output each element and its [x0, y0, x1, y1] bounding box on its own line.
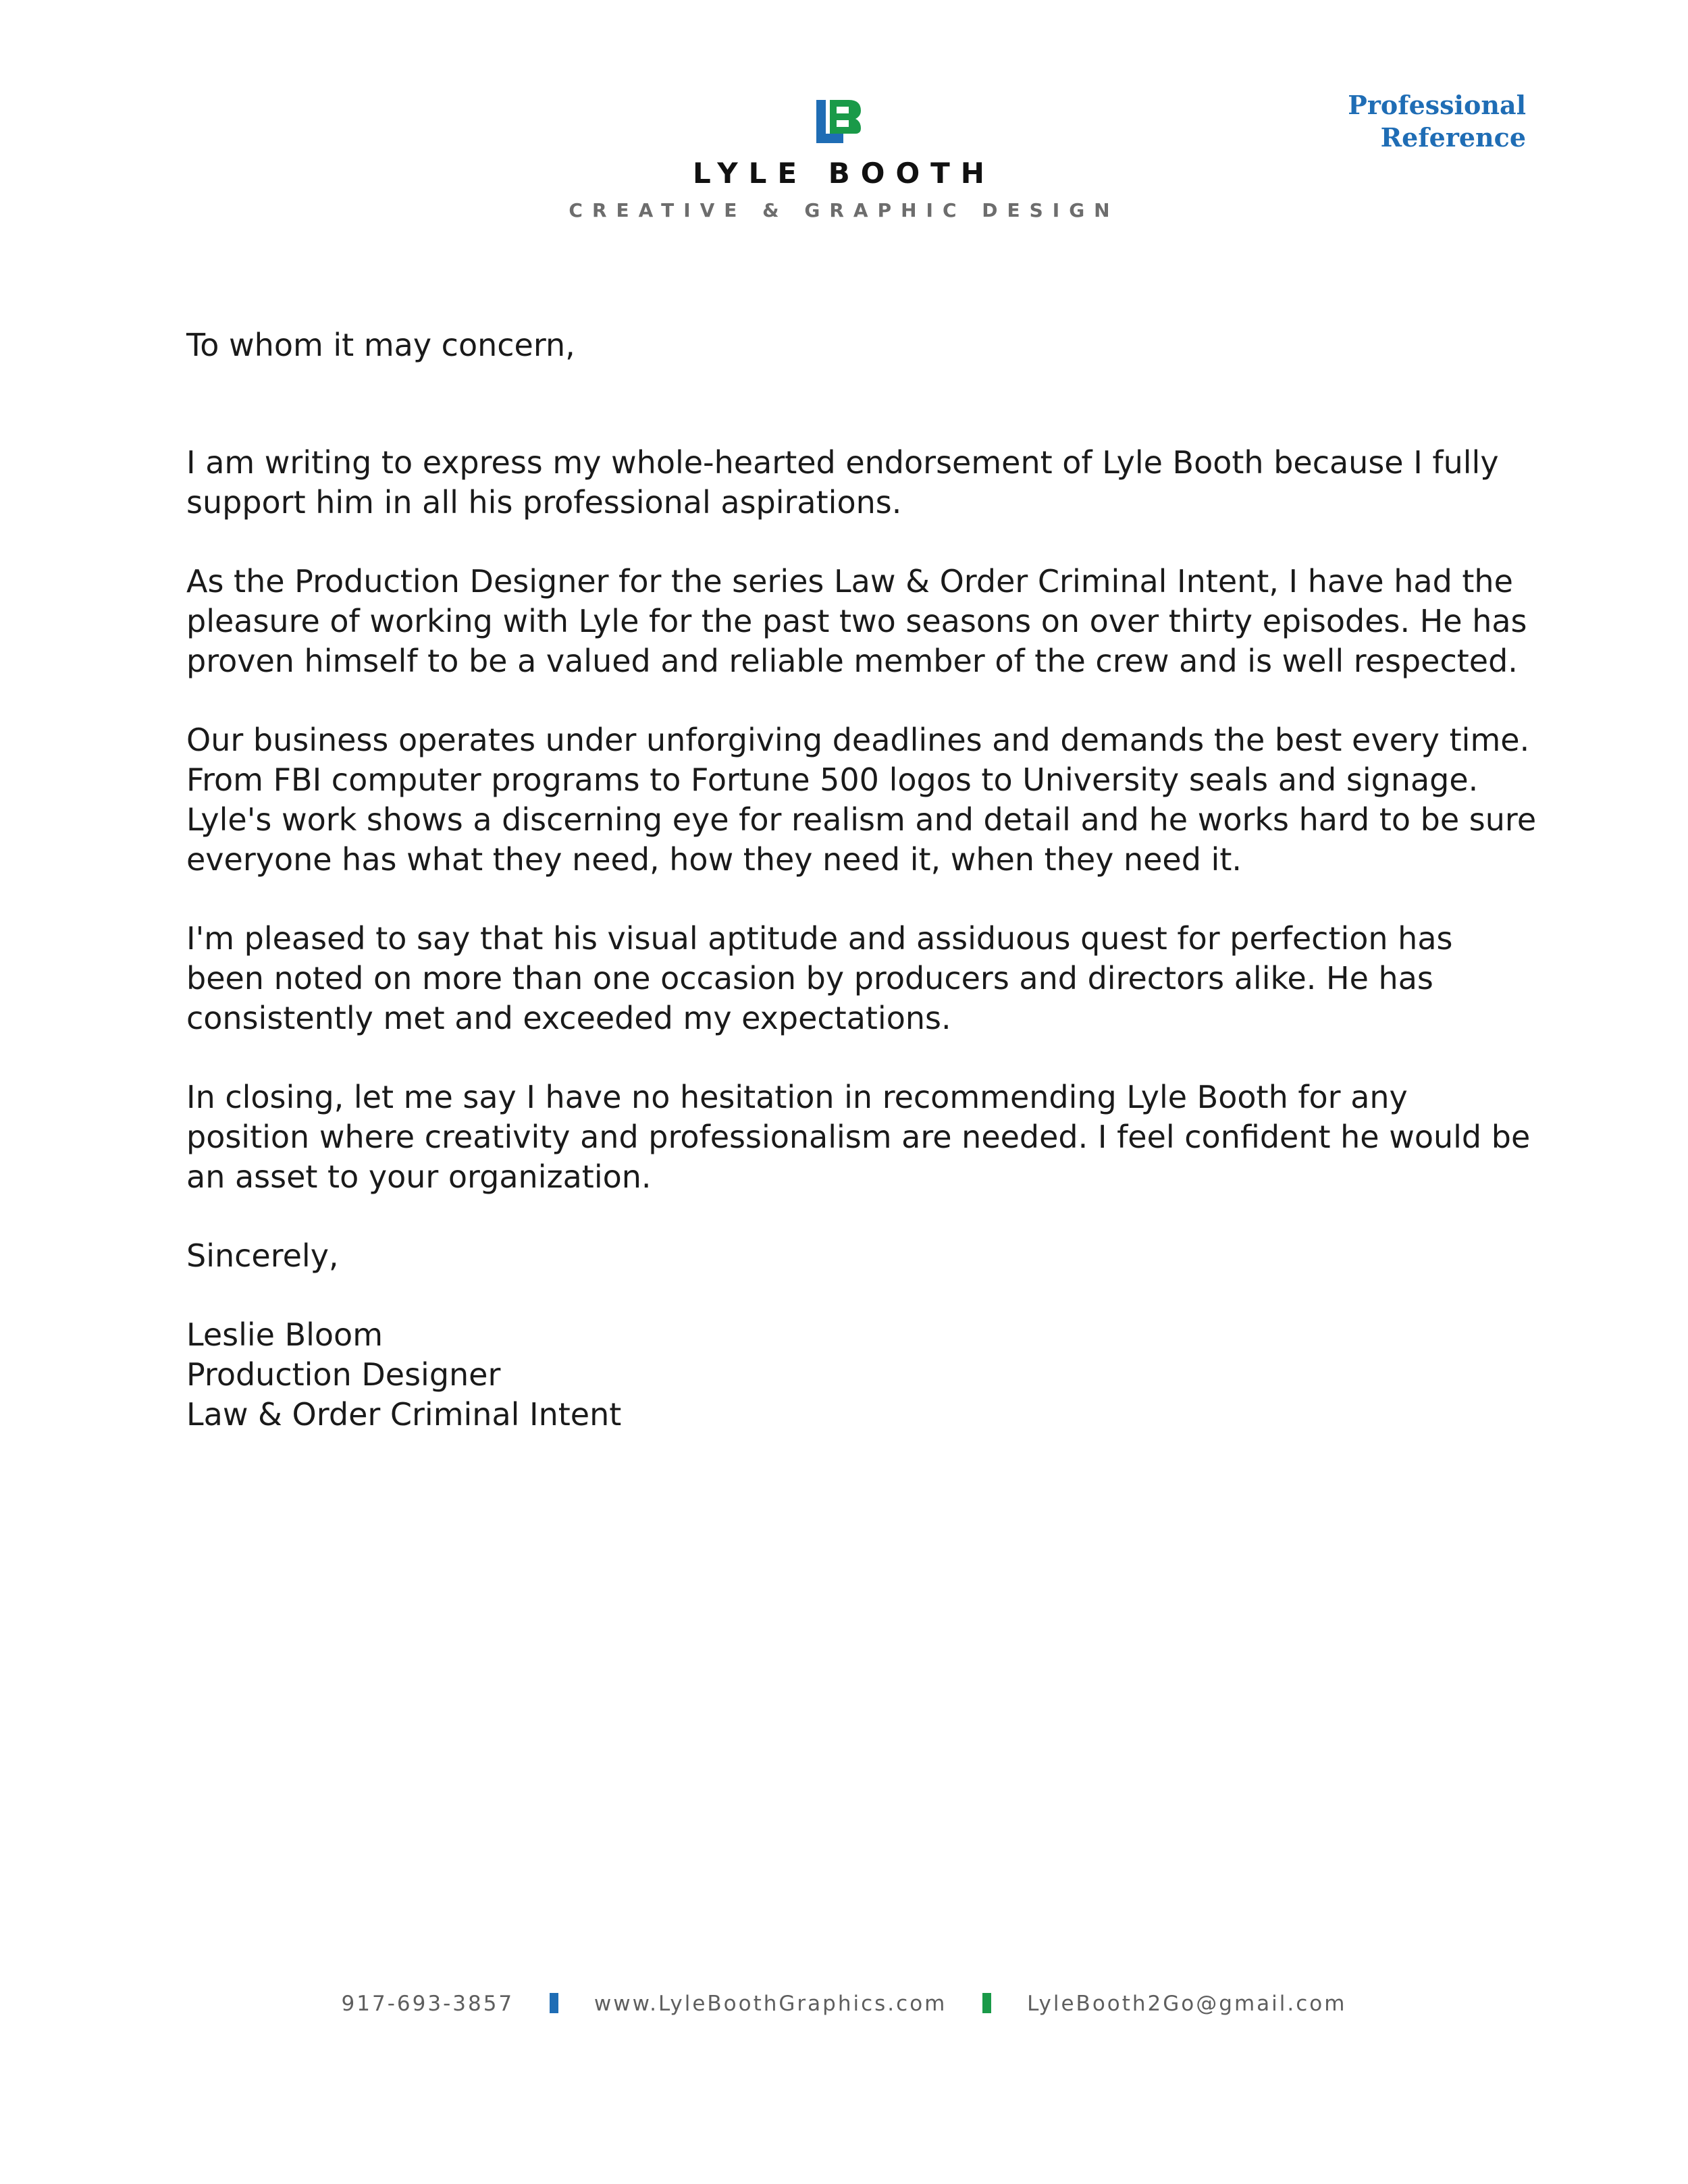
paragraph-4: I'm pleased to say that his visual aptitude and assiduous quest for perfection has been noted on more than one occasion by producers and directors alike. He has consistently met and exceeded my expectations.	[186, 920, 1453, 1036]
letter-body	[186, 325, 1537, 1435]
paragraph-3: Our business operates under unforgiving deadlines and demands the best every time. From FBI computer programs to Fortune 500 logos to University seals and signage. Lyle's work shows a discerning eye for realism and detail and he works hard to be sure everyone has what they need, how they need it, when they need it.	[186, 722, 1537, 878]
contact-footer	[0, 1992, 1688, 2016]
signer-organization: Law & Order Criminal Intent	[186, 1396, 622, 1433]
paragraph-5: In closing, let me say I have no hesitation in recommending Lyle Booth for any position where creativity and professionalism are needed. I feel confident he would be an asset to your organization.	[186, 1079, 1531, 1195]
closing: Sincerely,	[186, 1237, 339, 1274]
blue-separator-icon	[550, 1993, 558, 2013]
document-label-line-2: Reference	[1380, 122, 1526, 153]
paragraph-2: As the Production Designer for the series Law & Order Criminal Intent, I have had the pleasure of working with Lyle for the past two seasons on over thirty episodes. He has proven himself to be a valued and reliable member of the crew and is well respected.	[186, 563, 1527, 679]
document-label	[1348, 89, 1526, 154]
brand-name: LYLE BOOTH	[693, 157, 995, 190]
signer-name: Leslie Bloom	[186, 1316, 384, 1353]
green-separator-icon	[982, 1993, 991, 2013]
signer-title: Production Designer	[186, 1356, 501, 1393]
footer-website[interactable]: www.LyleBoothGraphics.com	[594, 1992, 947, 2016]
footer-email[interactable]: LyleBooth2Go@gmail.com	[1027, 1992, 1347, 2016]
footer-phone: 917-693-3857	[341, 1992, 515, 2016]
lyle-booth-logo-icon	[816, 100, 862, 143]
document-label-line-1: Professional	[1348, 90, 1526, 120]
greeting: To whom it may concern,	[186, 327, 575, 363]
signature-block	[186, 1315, 1537, 1435]
brand-tagline: CREATIVE & GRAPHIC DESIGN	[569, 199, 1119, 221]
paragraph-1: I am writing to express my whole-hearted endorsement of Lyle Booth because I fully support him in all his professional aspirations.	[186, 444, 1499, 521]
